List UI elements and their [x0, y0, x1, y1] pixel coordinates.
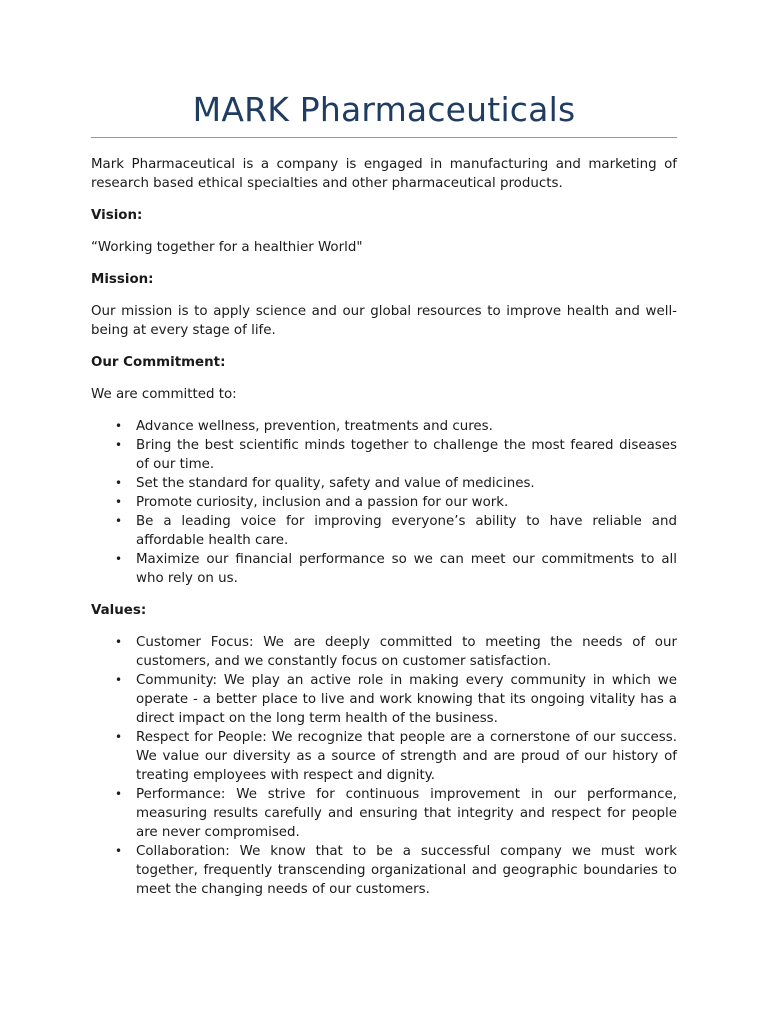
bullet-icon: • — [115, 419, 123, 433]
bullet-icon: • — [115, 438, 123, 452]
bullet-icon: • — [115, 635, 123, 649]
list-item-text: Set the standard for quality, safety and value of medicines. — [136, 476, 535, 491]
bullet-icon: • — [115, 844, 123, 858]
list-item — [115, 785, 677, 842]
vision-text: “Working together for a healthier World" — [91, 240, 363, 255]
list-item — [115, 436, 677, 474]
values-heading: Values: — [91, 603, 147, 618]
list-item-text: Customer Focus: We are deeply committed to meeting the needs of our customers, and we constantly focus on customer satisfaction. — [136, 635, 677, 669]
commitment-list — [91, 417, 677, 588]
list-item — [115, 671, 677, 728]
bullet-icon: • — [115, 495, 123, 509]
list-item — [115, 728, 677, 785]
bullet-icon: • — [115, 673, 123, 687]
list-item — [115, 474, 677, 493]
bullet-icon: • — [115, 514, 123, 528]
vision-heading: Vision: — [91, 208, 143, 223]
list-item-text: Promote curiosity, inclusion and a passion for our work. — [136, 495, 509, 510]
values-list — [91, 633, 677, 899]
list-item-text: Performance: We strive for continuous improvement in our performance, measuring results carefully and ensuring that integrity and respect for people are never compromised. — [136, 787, 677, 840]
title-divider — [91, 137, 677, 138]
bullet-icon: • — [115, 730, 123, 744]
intro-paragraph: Mark Pharmaceutical is a company is engaged in manufacturing and marketing of research based ethical specialties and other pharmaceutical products. — [91, 157, 677, 191]
list-item-text: Respect for People: We recognize that people are a cornerstone of our success. We value our diversity as a source of strength and are proud of our history of treating employees with respect and dignity. — [136, 730, 677, 783]
commitment-lead: We are committed to: — [91, 387, 237, 402]
list-item — [115, 417, 677, 436]
list-item — [115, 493, 677, 512]
bullet-icon: • — [115, 787, 123, 801]
list-item-text: Maximize our financial performance so we can meet our commitments to all who rely on us. — [136, 552, 677, 586]
document-title: MARK Pharmaceuticals — [192, 90, 576, 129]
mission-heading: Mission: — [91, 272, 154, 287]
list-item — [115, 550, 677, 588]
mission-text: Our mission is to apply science and our global resources to improve health and well-being at every stage of life. — [91, 304, 677, 338]
list-item-text: Be a leading voice for improving everyone’s ability to have reliable and affordable health care. — [136, 514, 677, 548]
list-item-text: Bring the best scientific minds together to challenge the most feared diseases of our time. — [136, 438, 677, 472]
list-item — [115, 633, 677, 671]
bullet-icon: • — [115, 476, 123, 490]
list-item-text: Advance wellness, prevention, treatments and cures. — [136, 419, 493, 434]
list-item-text: Collaboration: We know that to be a successful company we must work together, frequently transcending organizational and geographic boundaries to meet the changing needs of our customers. — [136, 844, 677, 897]
list-item — [115, 512, 677, 550]
commitment-heading: Our Commitment: — [91, 355, 226, 370]
list-item-text: Community: We play an active role in making every community in which we operate - a better place to live and work knowing that its ongoing vitality has a direct impact on the long term health of the business. — [136, 673, 677, 726]
bullet-icon: • — [115, 552, 123, 566]
list-item — [115, 842, 677, 899]
